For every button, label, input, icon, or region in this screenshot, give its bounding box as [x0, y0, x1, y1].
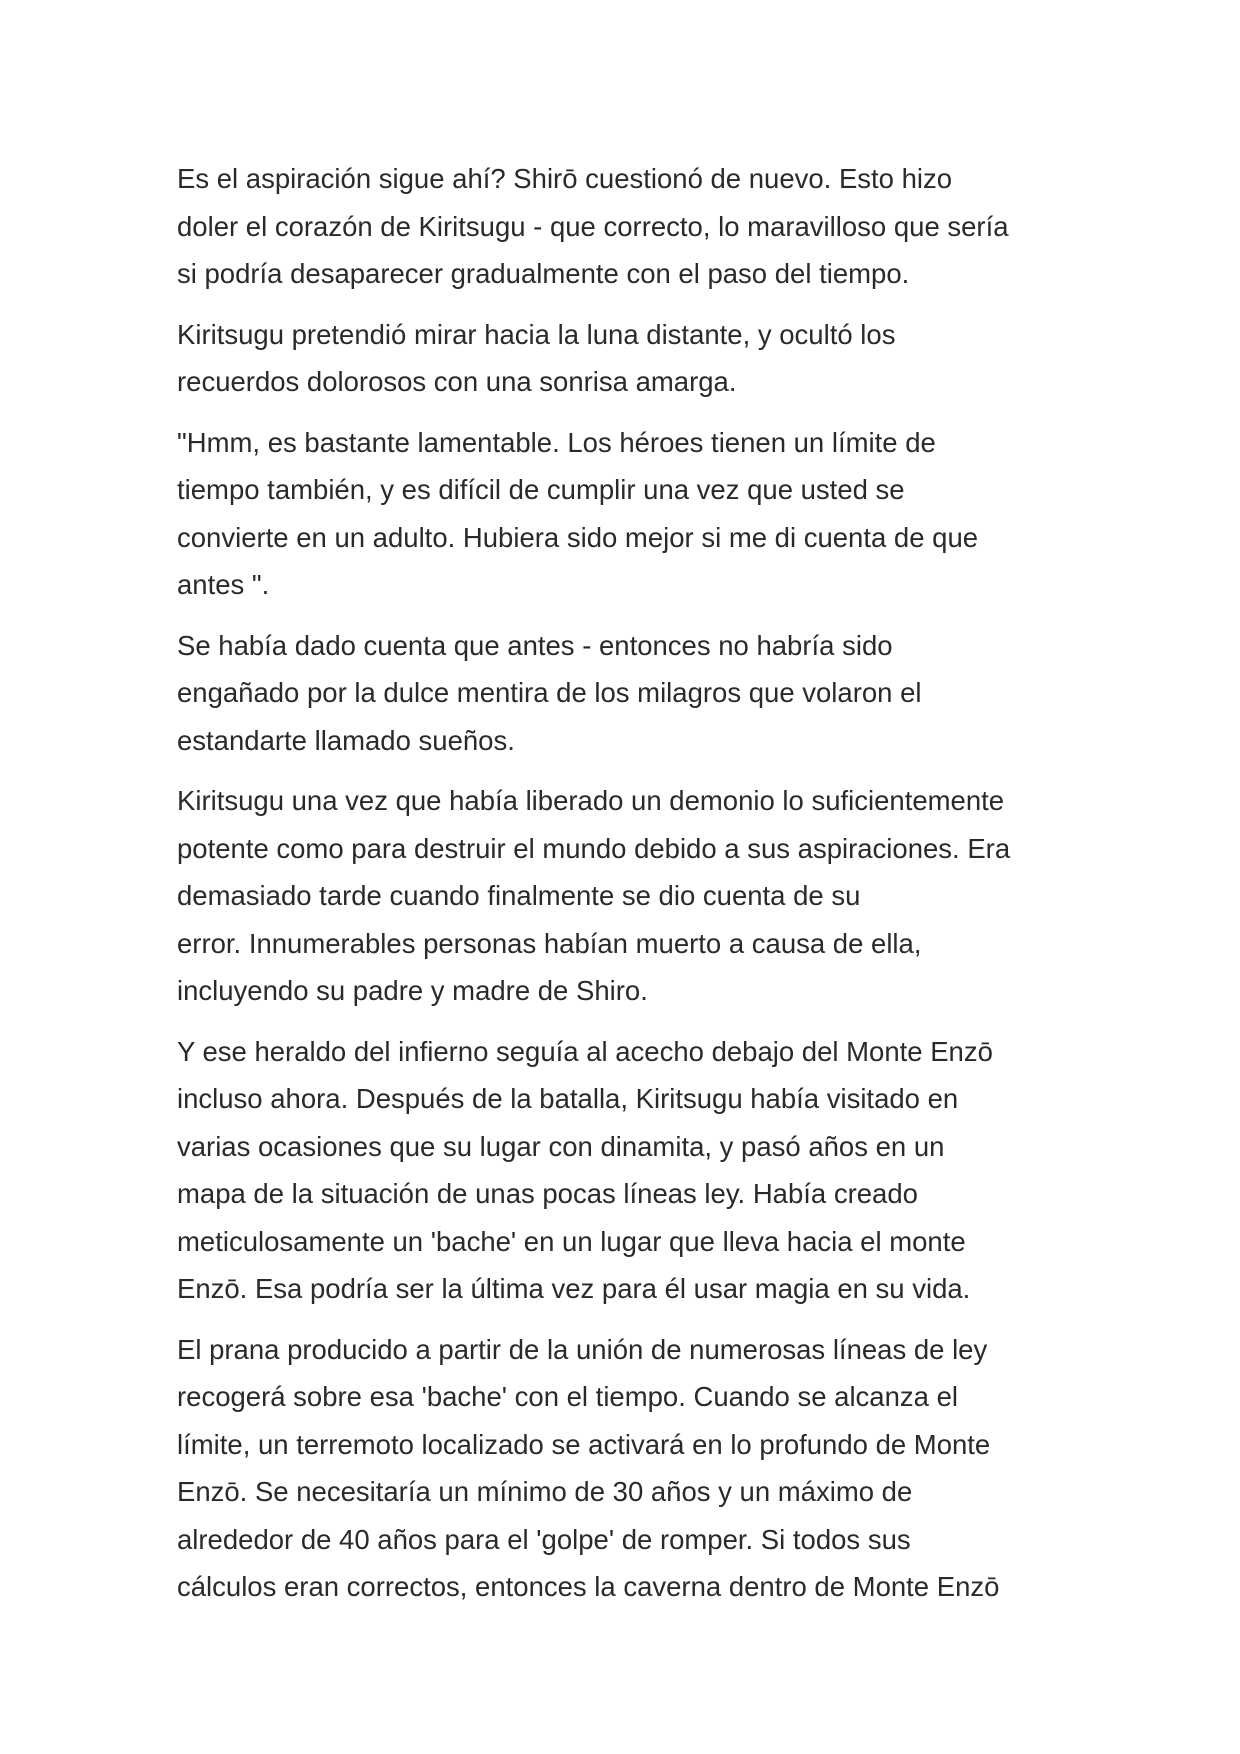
- paragraph: [177, 1326, 1077, 1611]
- paragraph: [177, 155, 1077, 298]
- text-line: incluyendo su padre y madre de Shiro.: [177, 975, 648, 1006]
- text-line: Enzō. Esa podría ser la última vez para él usar magia en su vida.: [177, 1273, 971, 1304]
- text-line: límite, un terremoto localizado se activará en lo profundo de Monte: [177, 1428, 991, 1460]
- text-line: mapa de la situación de unas pocas líneas ley. Había creado: [177, 1178, 918, 1209]
- paragraph: [177, 419, 1077, 609]
- text-line: meticulosamente un 'bache' en un lugar que lleva hacia el monte: [177, 1225, 966, 1257]
- paragraph: [177, 622, 1077, 765]
- text-line: tiempo también, y es difícil de cumplir una vez que usted se: [177, 474, 905, 505]
- text-line: engañado por la dulce mentira de los milagros que volaron el: [177, 677, 922, 708]
- paragraph: [177, 777, 1077, 1015]
- text-line: Enzō. Se necesitaría un mínimo de 30 años y un máximo de: [177, 1476, 913, 1507]
- text-line: incluso ahora. Después de la batalla, Kiritsugu había visitado en: [177, 1083, 959, 1114]
- paragraph: [177, 311, 1077, 406]
- text-line: potente como para destruir el mundo debido a sus aspiraciones. Era: [177, 832, 1011, 864]
- text-line: convierte en un adulto. Hubiera sido mejor si me di cuenta de que: [177, 521, 979, 553]
- text-line: El prana producido a partir de la unión de numerosas líneas de ley: [177, 1333, 988, 1365]
- text-line: Kiritsugu pretendió mirar hacia la luna distante, y ocultó los: [177, 318, 896, 350]
- text-line: si podría desaparecer gradualmente con el paso del tiempo.: [177, 258, 910, 289]
- text-line: recogerá sobre esa 'bache' con el tiempo. Cuando se alcanza el: [177, 1381, 958, 1412]
- text-line: estandarte llamado sueños.: [177, 724, 515, 756]
- text-line: Y ese heraldo del infierno seguía al acecho debajo del Monte Enzō: [177, 1035, 993, 1067]
- text-line: cálculos eran correctos, entonces la caverna dentro de Monte Enzō: [177, 1571, 1000, 1602]
- text-line: recuerdos dolorosos con una sonrisa amarga.: [177, 366, 737, 397]
- text-line: Kiritsugu una vez que había liberado un demonio lo suficientemente: [177, 785, 1005, 816]
- text-line: varias ocasiones que su lugar con dinamita, y pasó años en un: [177, 1130, 945, 1162]
- text-line: "Hmm, es bastante lamentable. Los héroes tienen un límite de: [177, 426, 936, 458]
- text-line: demasiado tarde cuando finalmente se dio cuenta de su: [177, 880, 861, 911]
- text-line: alrededor de 40 años para el 'golpe' de romper. Si todos sus: [177, 1523, 911, 1555]
- text-line: antes ".: [177, 569, 270, 600]
- text-line: Es el aspiración sigue ahí? Shirō cuestionó de nuevo. Esto hizo: [177, 163, 953, 194]
- paragraph: [177, 1028, 1077, 1313]
- body-text: [177, 155, 1077, 1624]
- text-line: doler el corazón de Kiritsugu - que correcto, lo maravilloso que sería: [177, 210, 1009, 242]
- text-line: Se había dado cuenta que antes - entonces no habría sido: [177, 629, 893, 661]
- text-line: error. Innumerables personas habían muerto a causa de ella,: [177, 927, 922, 959]
